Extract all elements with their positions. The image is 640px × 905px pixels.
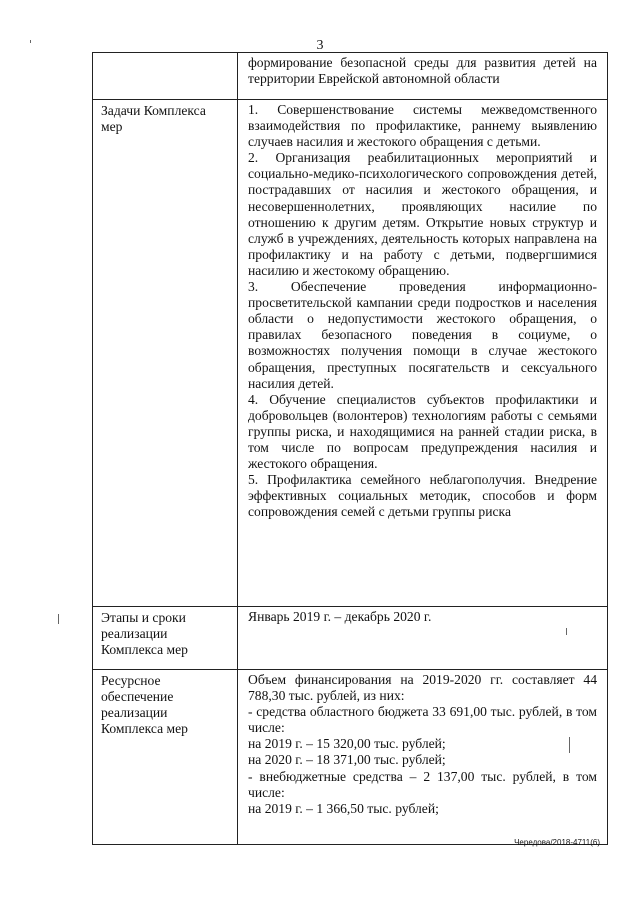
scan-mark (566, 628, 567, 635)
funding-line: на 2020 г. – 18 371,00 тыс. рублей; (248, 752, 446, 768)
funding-line: Объем финансирования на 2019-2020 гг. составляет 44 788,30 тыс. рублей, из них: (248, 672, 597, 704)
scan-mark (569, 737, 570, 753)
scan-mark (58, 614, 59, 624)
document-code: Чередова/2018-4711(6) (514, 838, 600, 847)
passport-table (92, 52, 608, 845)
row-label (93, 53, 238, 100)
task-item: 2. Организация реабилитационных мероприятий и социально-медико-психологического сопровождения детей, пострадавших от насилия и жестокого обращения, и несовершеннолетних, проявляющих насилие по отношению к другим детям. Открытие новых структур и служб в учреждениях, деятельность которых направлена на профилактику и на работу с детьми, подвергшимися насилию и жестокому обращению. (248, 150, 597, 278)
funding-line: - внебюджетные средства – 2 137,00 тыс. рублей, в том числе: (248, 768, 597, 800)
table-row (93, 53, 608, 100)
page-number: 3 (316, 38, 324, 53)
table-row (93, 670, 608, 845)
paragraph: Январь 2019 г. – декабрь 2020 г. (248, 609, 432, 624)
task-item: 5. Профилактика семейного неблагополучия. Внедрение эффективных социальных методик, способов и форм сопровождения семей с детьми группы риска (248, 472, 597, 520)
row-label: Задачи Комплекса мер (93, 100, 238, 607)
row-content (238, 100, 608, 607)
scan-mark (30, 40, 31, 43)
task-item: 1. Совершенствование системы межведомственного взаимодействия по профилактике, раннему выявлению случаев насилия и жестокого обращения с детьми. (248, 102, 597, 150)
paragraph: формирование безопасной среды для развития детей на территории Еврейской автономной области (248, 55, 597, 87)
table-row (93, 607, 608, 670)
funding-line: на 2019 г. – 15 320,00 тыс. рублей; (248, 736, 446, 752)
row-label: Ресурсное обеспечение реализации Комплекса мер (93, 670, 238, 845)
funding-line: на 2019 г. – 1 366,50 тыс. рублей; (248, 800, 439, 816)
row-content (238, 53, 608, 100)
funding-line: - средства областного бюджета 33 691,00 тыс. рублей, в том числе: (248, 704, 597, 736)
row-content (238, 607, 608, 670)
row-label: Этапы и сроки реализации Комплекса мер (93, 607, 238, 670)
row-content (238, 670, 608, 845)
task-item: 3. Обеспечение проведения информационно-просветительской кампании среди подростков и населения области о недопустимости жестокого обращения, о правилах безопасного поведения в социуме, о возможностях получения помощи в случае жестокого обращения, преступных посягательств и сексуального насилия детей. (248, 279, 597, 391)
table-row (93, 100, 608, 607)
task-item: 4. Обучение специалистов субъектов профилактики и добровольцев (волонтеров) технологиям работы с семьями группы риска, и находящимися на ранней стадии риска, в том числе по вопросам предупреждения насилия и жестокого обращения. (248, 391, 597, 472)
